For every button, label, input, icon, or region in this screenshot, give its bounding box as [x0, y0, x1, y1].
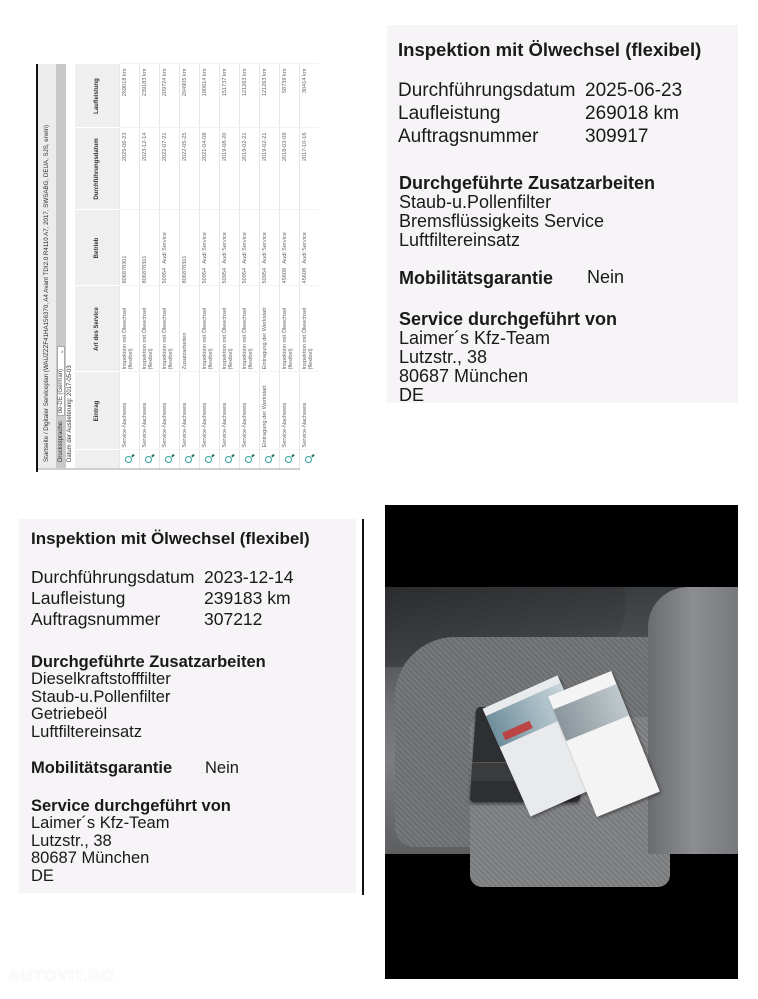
- table-row[interactable]: [140, 64, 160, 468]
- extra-work-item: Staub-u.Pollenfilter: [399, 192, 552, 212]
- mileage-cell: 204905 km: [180, 64, 200, 128]
- divider-line: [362, 519, 364, 895]
- date-cell: 2017-10-16: [300, 128, 320, 210]
- column-header-service-type[interactable]: Art des Service: [75, 286, 120, 372]
- table-row[interactable]: [280, 64, 300, 468]
- mileage-cell: 239183 km: [140, 64, 160, 128]
- field-mileage: [31, 588, 291, 609]
- field-value: 2023-12-14: [204, 567, 294, 587]
- entry-cell: Service-Nachweis: [140, 372, 160, 450]
- column-header-workshop[interactable]: Betrieb: [75, 210, 120, 286]
- mobility-guarantee-value: Nein: [205, 759, 239, 777]
- service-type-cell: Inspektion mit Ölwechsel (flexibel): [300, 286, 320, 372]
- entry-cell: Service-Nachweis: [280, 372, 300, 450]
- table-row[interactable]: [160, 64, 180, 468]
- table-row[interactable]: [260, 64, 280, 468]
- service-type-cell: Eintragung der Werkstatt: [260, 286, 280, 372]
- mobility-guarantee-label: Mobilitätsgarantie: [399, 268, 554, 288]
- field-value: 2025-06-23: [585, 80, 683, 101]
- magnifier-icon[interactable]: [165, 456, 172, 463]
- workshop-cell: 806878301: [120, 210, 140, 286]
- workshop-street: Lutzstr., 38: [399, 347, 488, 367]
- field-label: Laufleistung: [31, 588, 126, 608]
- mileage-cell: 121263 km: [260, 64, 280, 128]
- seat-scene: [385, 587, 738, 854]
- field-order-number: [398, 126, 649, 148]
- column-header-date[interactable]: Durchführungsdatum: [75, 128, 120, 210]
- extra-work-list: [31, 671, 171, 741]
- date-cell: 2018-03-09: [280, 128, 300, 210]
- print-language-value: de-DE (German): [58, 368, 64, 414]
- watermark-logo: AUTOVIT.RO: [8, 968, 115, 985]
- mileage-cell: 30414 km: [300, 64, 320, 128]
- service-detail-card-2023: [19, 519, 356, 893]
- extra-work-heading: Durchgeführte Zusatzarbeiten: [31, 653, 266, 671]
- delivery-date: Datum der Auslieferung: 2017-05-03: [66, 64, 75, 468]
- mileage-cell: 180614 km: [200, 64, 220, 128]
- entry-cell: Service-Nachweis: [160, 372, 180, 450]
- service-type-cell: Zusatzarbeiten: [180, 286, 200, 372]
- field-label: Laufleistung: [398, 103, 501, 124]
- field-value: 309917: [585, 126, 649, 147]
- breadcrumb[interactable]: Startseite / Digitaler Serviceplan (WAUZZZF41HA156370, A4 Avant TDI2.0 R4110 A7, 2017, SWSABG, DEUA, SJS, erwin): [38, 64, 56, 468]
- service-plan-rotated: [38, 64, 314, 468]
- table-row[interactable]: [240, 64, 260, 468]
- entry-cell: Service-Nachweis: [120, 372, 140, 450]
- mileage-cell: 121263 km: [240, 64, 260, 128]
- field-date: [398, 80, 683, 102]
- magnifier-icon[interactable]: [265, 456, 272, 463]
- extra-work-heading: Durchgeführte Zusatzarbeiten: [399, 173, 656, 193]
- workshop-address: [399, 329, 550, 405]
- column-header-entry[interactable]: Eintrag: [75, 372, 120, 450]
- table-row[interactable]: [300, 64, 320, 468]
- entry-cell: Service-Nachweis: [200, 372, 220, 450]
- workshop-cell: 806878301: [180, 210, 200, 286]
- field-date: [31, 567, 294, 588]
- workshop-city: 80687 München: [399, 366, 529, 386]
- car-seat-photo: [385, 505, 738, 979]
- workshop-cell: 45608 Audi Service: [280, 210, 300, 286]
- field-label: Durchführungsdatum: [398, 80, 576, 101]
- date-cell: 2022-07-21: [160, 128, 180, 210]
- table-row[interactable]: [180, 64, 200, 468]
- mileage-cell: 269018 km: [120, 64, 140, 128]
- print-language-bar: [56, 64, 66, 468]
- field-mileage: [398, 103, 680, 125]
- field-label: Auftragsnummer: [31, 609, 161, 629]
- table-row[interactable]: [120, 64, 140, 468]
- seat-backrest: [648, 587, 738, 854]
- table-row[interactable]: [220, 64, 240, 468]
- magnifier-icon[interactable]: [145, 456, 152, 463]
- extra-work-item: Staub-u.Pollenfilter: [31, 687, 171, 706]
- workshop-cell: 50954 Audi Service: [160, 210, 180, 286]
- extra-work-list: [399, 193, 604, 250]
- date-cell: 2022-05-25: [180, 128, 200, 210]
- mileage-cell: 209724 km: [160, 64, 180, 128]
- workshop-cell: 45608 Audi Service: [300, 210, 320, 286]
- service-type-cell: Inspektion mit Ölwechsel (flexibel): [200, 286, 220, 372]
- workshop-cell: 806878301: [140, 210, 160, 286]
- magnifier-icon[interactable]: [245, 456, 252, 463]
- field-order-number: [31, 609, 263, 630]
- magnifier-icon[interactable]: [305, 456, 312, 463]
- service-type-cell: Inspektion mit Ölwechsel (flexibel): [240, 286, 260, 372]
- workshop-country: DE: [31, 866, 54, 885]
- date-cell: 2023-12-14: [140, 128, 160, 210]
- card-title: Inspektion mit Ölwechsel (flexibel): [398, 39, 702, 60]
- service-type-cell: Inspektion mit Ölwechsel (flexibel): [220, 286, 240, 372]
- workshop-name: Laimer´s Kfz-Team: [399, 328, 551, 348]
- extra-work-item: Dieselkraftstofffilter: [31, 670, 171, 688]
- performed-by-heading: Service durchgeführt von: [399, 309, 618, 329]
- print-language-select[interactable]: [57, 346, 65, 416]
- workshop-address: [31, 815, 169, 885]
- workshop-name: Laimer´s Kfz-Team: [31, 814, 170, 832]
- date-cell: 2019-02-21: [240, 128, 260, 210]
- workshop-street: Lutzstr., 38: [31, 831, 112, 850]
- extra-work-item: Luftfiltereinsatz: [31, 722, 142, 741]
- entry-cell: Service-Nachweis: [220, 372, 240, 450]
- workshop-cell: 50954 Audi Service: [220, 210, 240, 286]
- column-header-mileage[interactable]: Laufleistung: [75, 64, 120, 128]
- field-label: Auftragsnummer: [398, 126, 539, 147]
- magnifier-icon[interactable]: [285, 456, 292, 463]
- mileage-cell: 58739 km: [280, 64, 300, 128]
- workshop-cell: 50954 Audi Service: [240, 210, 260, 286]
- entry-cell: Service-Nachweis: [300, 372, 320, 450]
- service-type-cell: Inspektion mit Ölwechsel (flexibel): [280, 286, 300, 372]
- extra-work-item: Luftfiltereinsatz: [399, 230, 521, 250]
- workshop-country: DE: [399, 385, 425, 405]
- mobility-guarantee-value: Nein: [587, 267, 625, 287]
- date-cell: 2019-02-21: [260, 128, 280, 210]
- workshop-city: 80687 München: [31, 849, 150, 867]
- field-value: 307212: [204, 609, 263, 629]
- date-cell: 2021-04-08: [200, 128, 220, 210]
- field-value: 239183 km: [204, 588, 291, 608]
- performed-by-heading: Service durchgeführt von: [31, 797, 231, 815]
- magnifier-icon[interactable]: [185, 456, 192, 463]
- mobility-guarantee-label: Mobilitätsgarantie: [31, 759, 173, 777]
- service-detail-card-2025: [387, 25, 738, 403]
- service-table: [75, 64, 319, 469]
- service-plan-screenshot: [36, 64, 314, 468]
- entry-cell: Eintragung der Werkstatt: [260, 372, 280, 450]
- extra-work-item: Bremsflüssigkeits Service: [399, 211, 605, 231]
- entry-cell: Service-Nachweis: [180, 372, 200, 450]
- chevron-down-icon: ⌄: [58, 349, 65, 355]
- workshop-cell: 50954 Audi Service: [260, 210, 280, 286]
- service-type-cell: Inspektion mit Ölwechsel (flexibel): [120, 286, 140, 372]
- magnifier-icon[interactable]: [205, 456, 212, 463]
- card-title: Inspektion mit Ölwechsel (flexibel): [31, 529, 310, 548]
- service-type-cell: Inspektion mit Ölwechsel (flexibel): [140, 286, 160, 372]
- table-row[interactable]: [200, 64, 220, 468]
- mileage-cell: 151737 km: [220, 64, 240, 128]
- table-header-row: [75, 64, 120, 468]
- date-cell: 2025-06-23: [120, 128, 140, 210]
- entry-cell: Service-Nachweis: [240, 372, 260, 450]
- magnifier-icon[interactable]: [125, 456, 132, 463]
- magnifier-icon[interactable]: [225, 456, 232, 463]
- print-language-label: Druckssprache:: [58, 420, 64, 462]
- field-value: 269018 km: [585, 103, 680, 124]
- date-cell: 2019-08-20: [220, 128, 240, 210]
- field-label: Durchführungsdatum: [31, 567, 195, 587]
- workshop-cell: 50954 Audi Service: [200, 210, 220, 286]
- extra-work-item: Getriebeöl: [31, 705, 108, 723]
- column-header-icon: [75, 450, 120, 468]
- service-type-cell: Inspektion mit Ölwechsel (flexibel): [160, 286, 180, 372]
